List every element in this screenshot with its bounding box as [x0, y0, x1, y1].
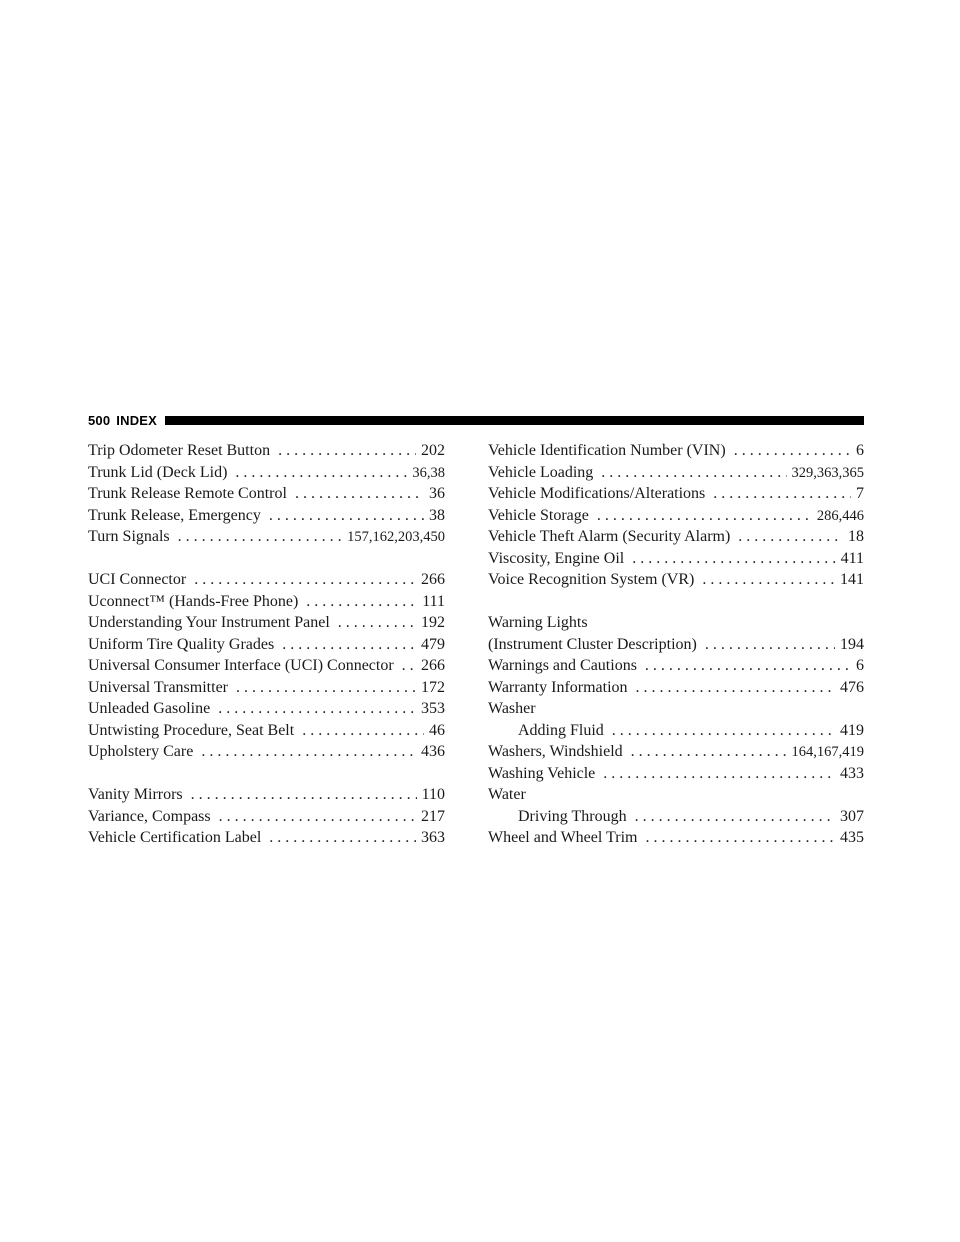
entry-page: 479	[421, 635, 445, 653]
dot-leader	[645, 827, 835, 849]
dot-leader	[178, 526, 342, 548]
index-subentry	[488, 720, 864, 742]
index-entry	[88, 806, 445, 828]
index-entry	[488, 483, 864, 505]
entry-page: 6	[856, 657, 864, 674]
index-entry	[88, 591, 445, 613]
dot-leader	[338, 612, 416, 634]
entry-page: 411	[840, 549, 864, 567]
dot-leader	[235, 462, 407, 484]
dot-leader	[194, 569, 416, 591]
index-entry	[488, 462, 864, 484]
index-entry	[88, 440, 445, 462]
entry-page: 157,162,203,450	[347, 529, 445, 545]
dot-leader	[201, 741, 416, 763]
index-heading: Warning Lights	[488, 614, 588, 631]
index-subentry	[488, 806, 864, 828]
entry-label: Vehicle Modifications/Alterations	[488, 485, 706, 502]
dot-leader	[219, 806, 416, 828]
dot-leader	[282, 634, 416, 656]
entry-page: 266	[421, 571, 445, 588]
entry-label: Washers, Windshield	[488, 743, 623, 760]
dot-leader	[191, 784, 417, 806]
entry-page: 436	[421, 743, 445, 760]
page-number: 500	[88, 412, 111, 428]
index-entry	[88, 612, 445, 634]
entry-page: 266	[421, 657, 445, 674]
entry-label: Variance, Compass	[88, 807, 211, 825]
index-entry	[488, 655, 864, 677]
entry-label: Vanity Mirrors	[88, 786, 183, 803]
entry-label: Untwisting Procedure, Seat Belt	[88, 721, 295, 739]
dot-leader	[705, 634, 835, 656]
entry-label: Vehicle Identification Number (VIN)	[488, 442, 726, 459]
index-column-right	[488, 440, 864, 849]
entry-label: Uniform Tire Quality Grades	[88, 635, 275, 653]
dot-leader	[218, 698, 416, 720]
index-entry	[88, 634, 445, 656]
index-entry	[88, 677, 445, 699]
dot-leader	[738, 526, 843, 548]
index-entry	[488, 505, 864, 527]
entry-label: Universal Transmitter	[88, 678, 228, 696]
entry-label: UCI Connector	[88, 571, 187, 588]
entry-label: Vehicle Certification Label	[88, 829, 262, 846]
entry-label: Warranty Information	[488, 678, 628, 696]
entry-label: Warnings and Cautions	[488, 657, 637, 674]
entry-label: Understanding Your Instrument Panel	[88, 614, 330, 631]
index-entry	[488, 569, 864, 591]
index-entry	[488, 827, 864, 849]
index-column-left	[88, 440, 445, 849]
dot-leader	[295, 483, 424, 505]
dot-leader	[632, 548, 835, 570]
entry-page: 353	[421, 700, 445, 717]
entry-label: Trunk Lid (Deck Lid)	[88, 463, 228, 481]
dot-leader	[601, 462, 786, 484]
entry-page: 6	[856, 442, 864, 459]
header-rule	[165, 416, 864, 425]
entry-page: 433	[840, 764, 864, 782]
index-entry	[488, 548, 864, 570]
entry-page: 194	[840, 635, 864, 653]
index-entry	[88, 526, 445, 548]
entry-label: Washing Vehicle	[488, 764, 596, 782]
entry-page: 18	[848, 528, 864, 545]
index-heading: Washer	[488, 700, 536, 717]
index-entry	[88, 741, 445, 763]
index-heading: Water	[488, 786, 526, 803]
entry-label: (Instrument Cluster Description)	[488, 635, 697, 653]
entry-label: Trunk Release, Emergency	[88, 506, 261, 524]
entry-page: 286,446	[816, 507, 864, 524]
index-entry	[88, 698, 445, 720]
entry-page: 110	[421, 786, 445, 803]
index-entry	[488, 634, 864, 656]
dot-leader	[269, 827, 416, 849]
index-entry	[88, 505, 445, 527]
entry-label: Turn Signals	[88, 528, 170, 545]
entry-page: 36	[429, 485, 445, 502]
entry-page: 111	[422, 592, 445, 610]
entry-page: 7	[856, 485, 864, 502]
entry-page: 46	[429, 721, 445, 739]
dot-leader	[631, 741, 787, 763]
page-header	[88, 412, 864, 428]
entry-label: Viscosity, Engine Oil	[488, 549, 625, 567]
entry-label: Voice Recognition System (VR)	[488, 571, 695, 588]
entry-label: Vehicle Storage	[488, 506, 589, 524]
entry-label: Unleaded Gasoline	[88, 700, 211, 717]
dot-leader	[597, 505, 812, 527]
group-spacer	[88, 548, 445, 570]
dot-leader	[269, 505, 424, 527]
index-entry	[88, 569, 445, 591]
entry-page: 329,363,365	[791, 464, 864, 481]
dot-leader	[713, 483, 851, 505]
entry-page: 192	[421, 614, 445, 631]
entry-label: Adding Fluid	[518, 721, 604, 739]
index-entry	[488, 526, 864, 548]
group-spacer	[88, 763, 445, 785]
entry-page: 363	[421, 829, 445, 846]
entry-label: Uconnect™ (Hands-Free Phone)	[88, 592, 299, 610]
index-entry	[488, 763, 864, 785]
dot-leader	[702, 569, 835, 591]
entry-page: 172	[421, 678, 445, 696]
entry-page: 307	[840, 807, 864, 825]
section-title: INDEX	[116, 412, 158, 428]
dot-leader	[302, 720, 424, 742]
index-entry	[488, 741, 864, 763]
entry-page: 476	[840, 678, 864, 696]
entry-label: Trunk Release Remote Control	[88, 485, 287, 502]
entry-page: 38	[429, 506, 445, 524]
entry-page: 202	[421, 442, 445, 459]
dot-leader	[603, 763, 835, 785]
dot-leader	[306, 591, 417, 613]
entry-page: 435	[840, 829, 864, 846]
entry-label: Driving Through	[518, 807, 627, 825]
entry-page: 217	[421, 807, 445, 825]
index-entry	[88, 462, 445, 484]
dot-leader	[236, 677, 416, 699]
entry-page: 419	[840, 721, 864, 739]
index-entry	[488, 440, 864, 462]
entry-label: Vehicle Loading	[488, 463, 594, 481]
index-entry	[88, 827, 445, 849]
index-entry	[88, 655, 445, 677]
entry-page: 164,167,419	[791, 744, 864, 760]
dot-leader	[734, 440, 851, 462]
entry-page: 141	[840, 571, 864, 588]
dot-leader	[612, 720, 835, 742]
index-entry	[488, 677, 864, 699]
dot-leader	[402, 655, 416, 677]
entry-label: Upholstery Care	[88, 743, 194, 760]
entry-page: 36,38	[412, 464, 445, 481]
group-spacer	[488, 591, 864, 613]
dot-leader	[278, 440, 416, 462]
dot-leader	[635, 806, 835, 828]
index-entry	[88, 720, 445, 742]
entry-label: Vehicle Theft Alarm (Security Alarm)	[488, 528, 731, 545]
dot-leader	[645, 655, 851, 677]
index-entry	[88, 483, 445, 505]
index-entry	[88, 784, 445, 806]
entry-label: Trip Odometer Reset Button	[88, 442, 271, 459]
entry-label: Wheel and Wheel Trim	[488, 829, 638, 846]
dot-leader	[636, 677, 835, 699]
entry-label: Universal Consumer Interface (UCI) Connector	[88, 657, 394, 674]
